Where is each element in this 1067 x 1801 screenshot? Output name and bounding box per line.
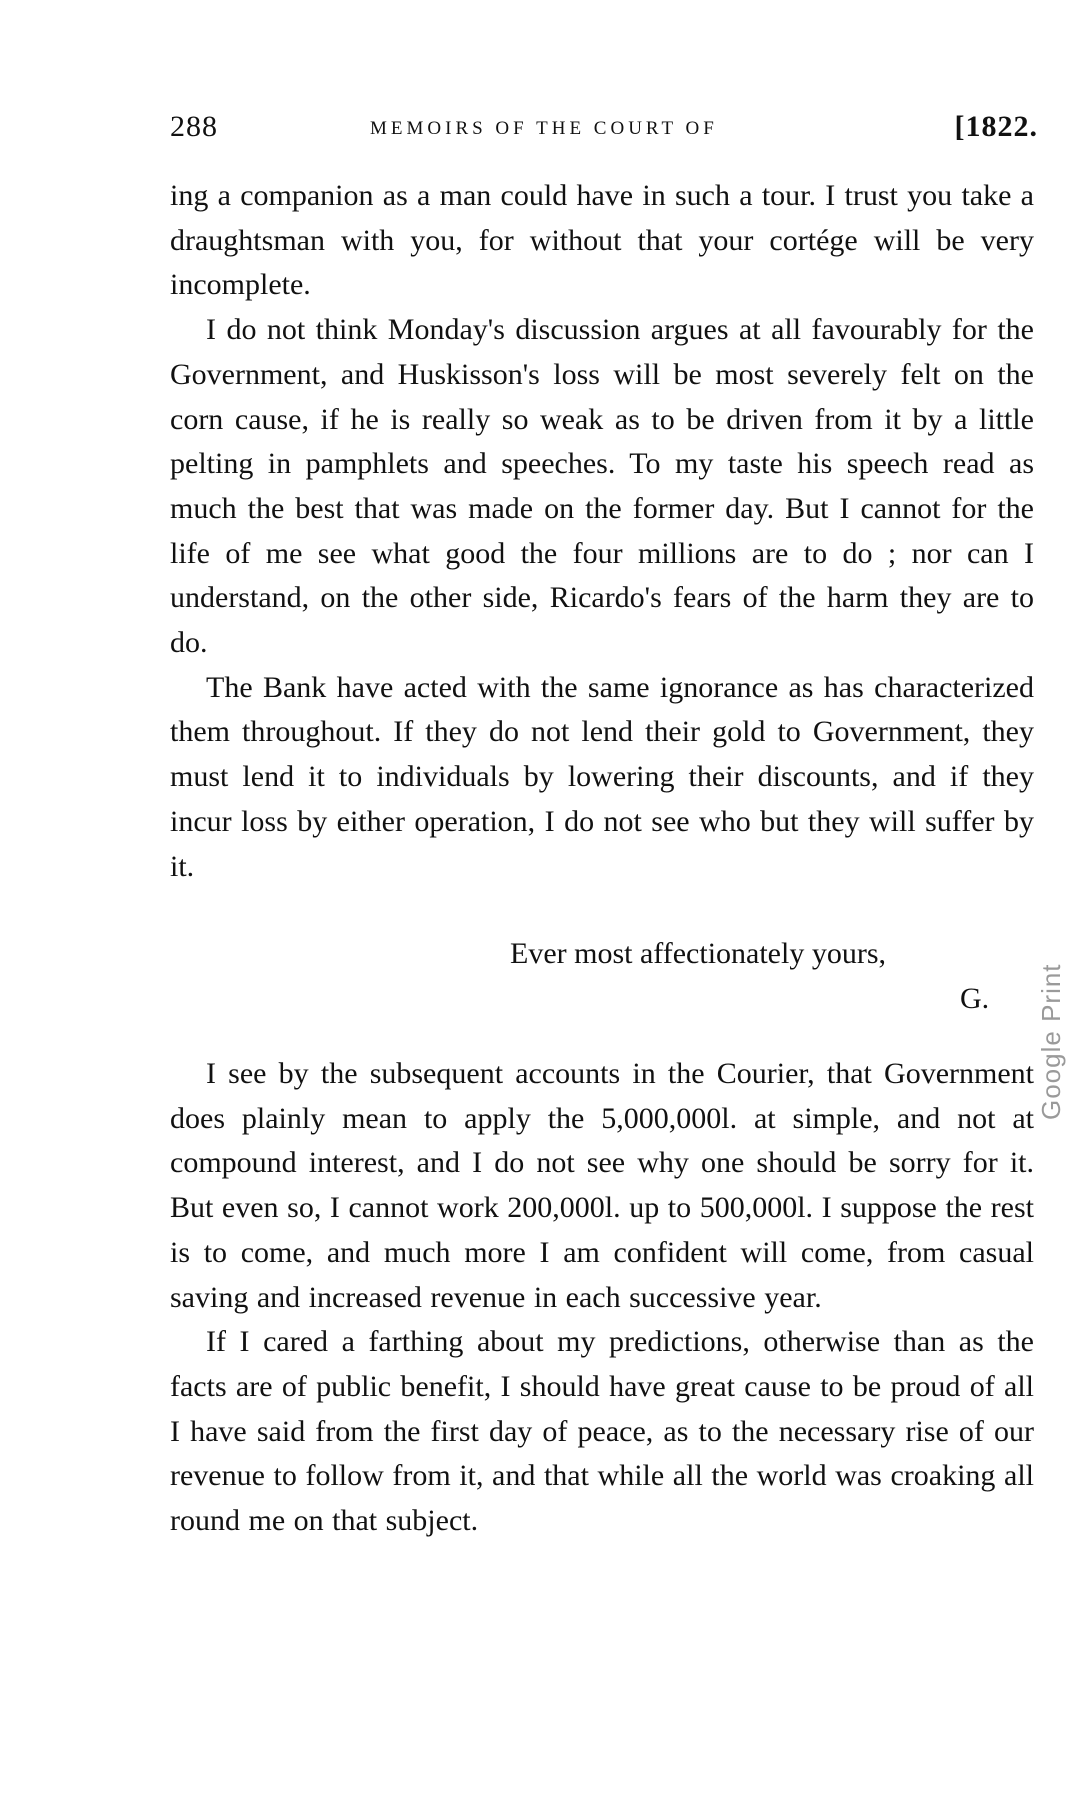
google-print-watermark: Google Print: [1036, 963, 1066, 1120]
page-header: [170, 110, 1038, 154]
letter-body: [170, 174, 1034, 889]
letter-signature: G.: [960, 982, 990, 1015]
postscript-paragraph-2: If I cared a farthing about my predictions, otherwise than as the facts are of public benefit, I should have great cause to be proud of all I have said from the first day of peace, as to the necessary rise of our revenue to follow from it, and that while all the world was croaking all round me on that subject.: [170, 1325, 1034, 1538]
letter-closing: Ever most affectionately yours,: [510, 937, 886, 970]
letter-paragraph-1: ing a companion as a man could have in such a tour. I trust you take a draughtsman with you, for without that your cortége will be very incomplete.: [170, 179, 1034, 302]
year-marker: [1822.: [954, 110, 1038, 143]
letter-paragraph-2: I do not think Monday's discussion argues at all favourably for the Government, and Huskisson's loss will be most severely felt on the corn cause, if he is really so weak as to be driven from it by a little pelting in pamphlets and speeches. To my taste his speech read as much the best that was made on the former day. But I cannot for the life of me see what good the four millions are to do ; nor can I understand, on the other side, Ricardo's fears of the harm they are to do.: [170, 313, 1034, 660]
running-title: MEMOIRS OF THE COURT OF: [370, 118, 718, 139]
postscript-body: [170, 1052, 1034, 1544]
page-number: 288: [170, 110, 218, 143]
letter-paragraph-3: The Bank have acted with the same ignorance as has characterized them throughout. If they do not lend their gold to Government, they must lend it to individuals by lowering their discounts, and if they incur loss by either operation, I do not see who but they will suffer by it.: [170, 670, 1034, 883]
postscript-paragraph-1: I see by the subsequent accounts in the Courier, that Government does plainly mean to apply the 5,000,000l. at simple, and not at compound interest, and I do not see why one should be sorry for it. But even so, I cannot work 200,000l. up to 500,000l. I suppose the rest is to come, and much more I am confident will come, from casual saving and increased revenue in each successive year.: [170, 1057, 1034, 1314]
